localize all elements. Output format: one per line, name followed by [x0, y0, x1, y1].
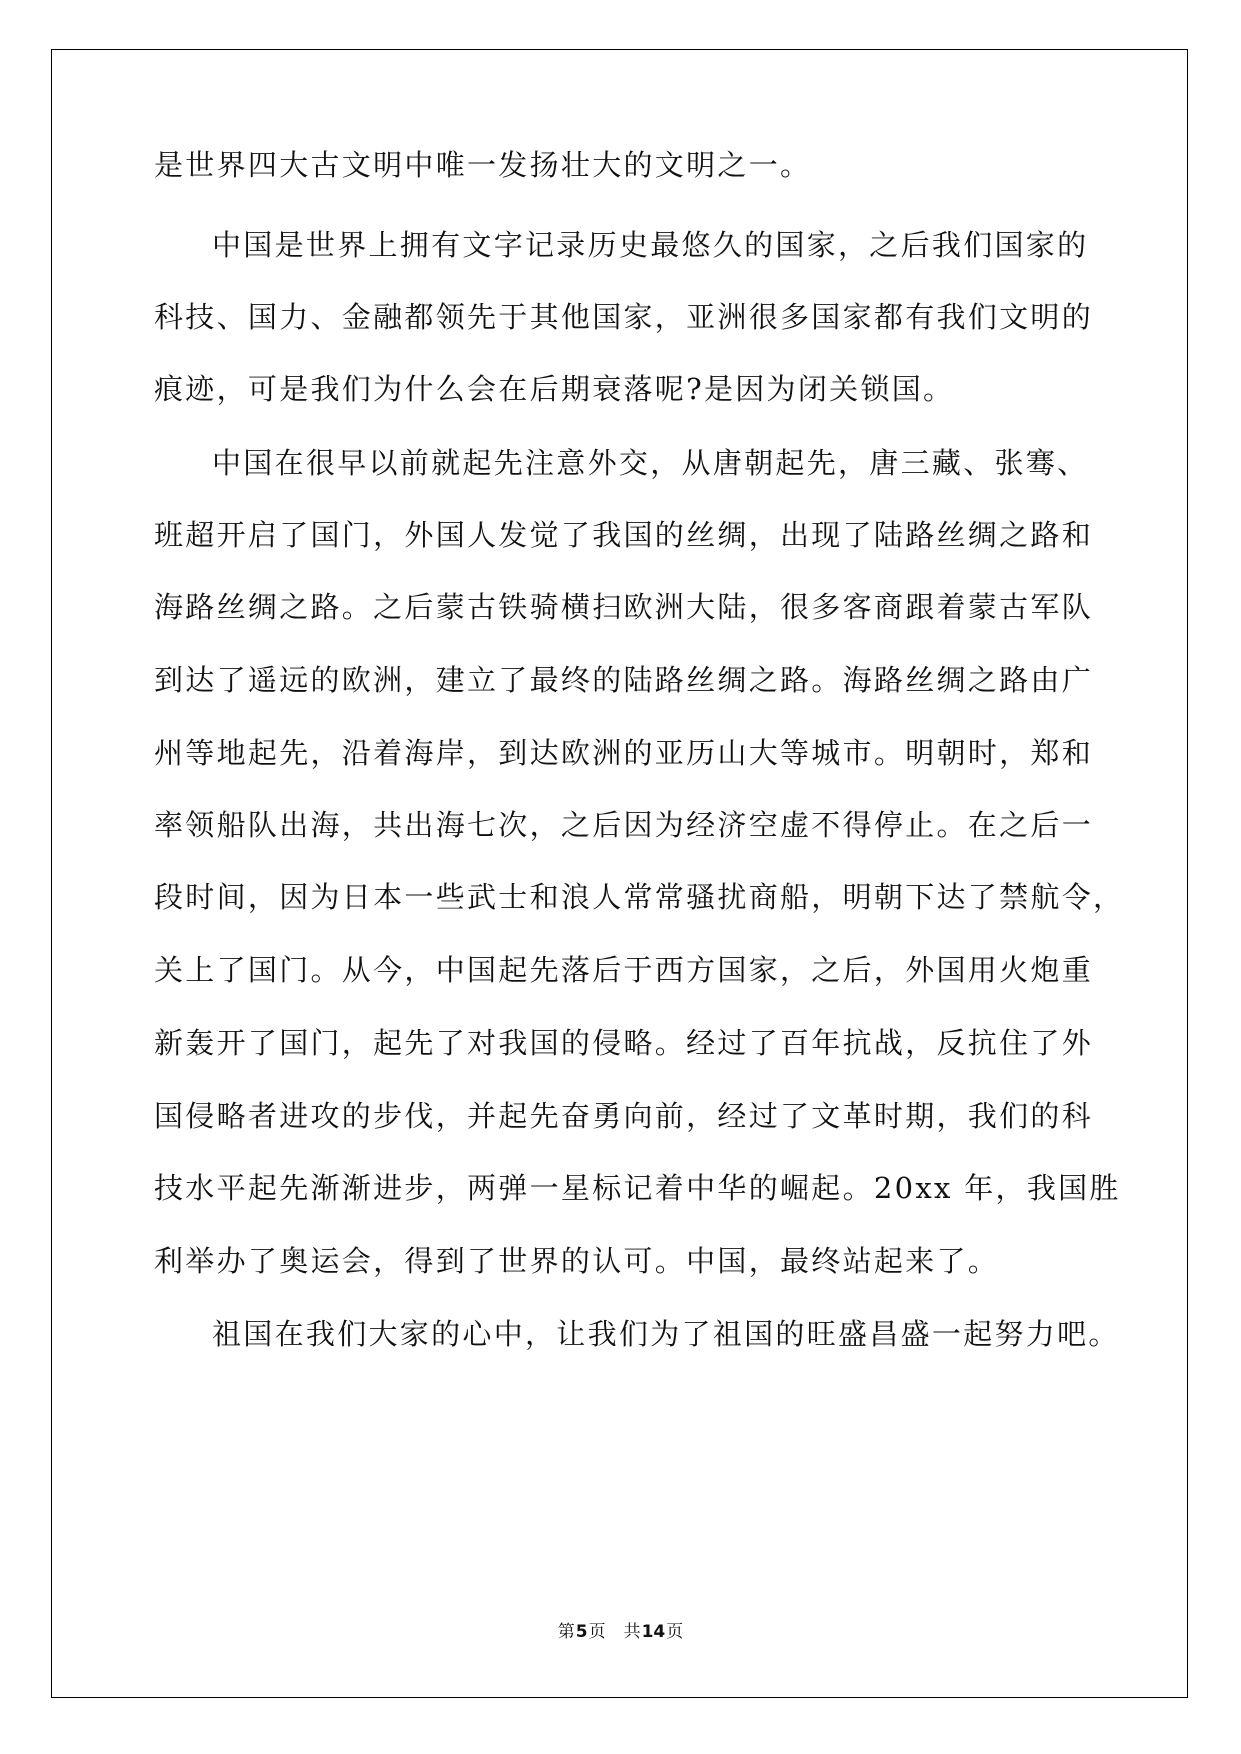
total-page-count: 14	[641, 1622, 666, 1642]
text-line: 段时间，因为日本一些武士和浪人常常骚扰商船，明朝下达了禁航令，	[154, 880, 1125, 914]
text-line: 班超开启了国门，外国人发觉了我国的丝绸，出现了陆路丝绸之路和	[154, 518, 1094, 552]
total-prefix: 共	[623, 1622, 641, 1642]
total-suffix: 页	[666, 1622, 684, 1642]
text-line: 关上了国门。从今，中国起先落后于西方国家，之后，外国用火炮重	[154, 953, 1094, 987]
text-line: 率领船队出海，共出海七次，之后因为经济空虚不得停止。在之后一	[154, 808, 1094, 842]
text-line: 国侵略者进攻的步伐，并起先奋勇向前，经过了文革时期，我们的科	[154, 1099, 1094, 1133]
page-suffix: 页	[588, 1622, 606, 1642]
current-page-number: 5	[575, 1622, 588, 1642]
text-line: 科技、国力、金融都领先于其他国家，亚洲很多国家都有我们文明的	[154, 300, 1094, 334]
text-line: 海路丝绸之路。之后蒙古铁骑横扫欧洲大陆，很多客商跟着蒙古军队	[154, 590, 1094, 624]
text-line: 痕迹，可是我们为什么会在后期衰落呢?是因为闭关锁国。	[154, 372, 955, 406]
page-footer	[0, 1617, 1241, 1642]
page-border	[51, 49, 1188, 1698]
text-line: 新轰开了国门，起先了对我国的侵略。经过了百年抗战，反抗住了外	[154, 1026, 1094, 1060]
text-line: 技水平起先渐渐进步，两弹一星标记着中华的崛起。20xx 年，我国胜	[154, 1171, 1121, 1205]
text-line: 州等地起先，沿着海岸，到达欧洲的亚历山大等城市。明朝时，郑和	[154, 736, 1094, 770]
page-prefix: 第	[557, 1622, 575, 1642]
paragraph-start-line: 祖国在我们大家的心中，让我们为了祖国的旺盛昌盛一起努力吧。	[212, 1317, 1120, 1351]
text-line: 是世界四大古文明中唯一发扬壮大的文明之一。	[154, 148, 812, 182]
text-line: 利举办了奥运会，得到了世界的认可。中国，最终站起来了。	[154, 1244, 1000, 1278]
paragraph-start-line: 中国在很早以前就起先注意外交，从唐朝起先，唐三藏、张骞、	[212, 446, 1089, 480]
text-line: 到达了遥远的欧洲，建立了最终的陆路丝绸之路。海路丝绸之路由广	[154, 663, 1094, 697]
paragraph-start-line: 中国是世界上拥有文字记录历史最悠久的国家，之后我们国家的	[212, 228, 1089, 262]
